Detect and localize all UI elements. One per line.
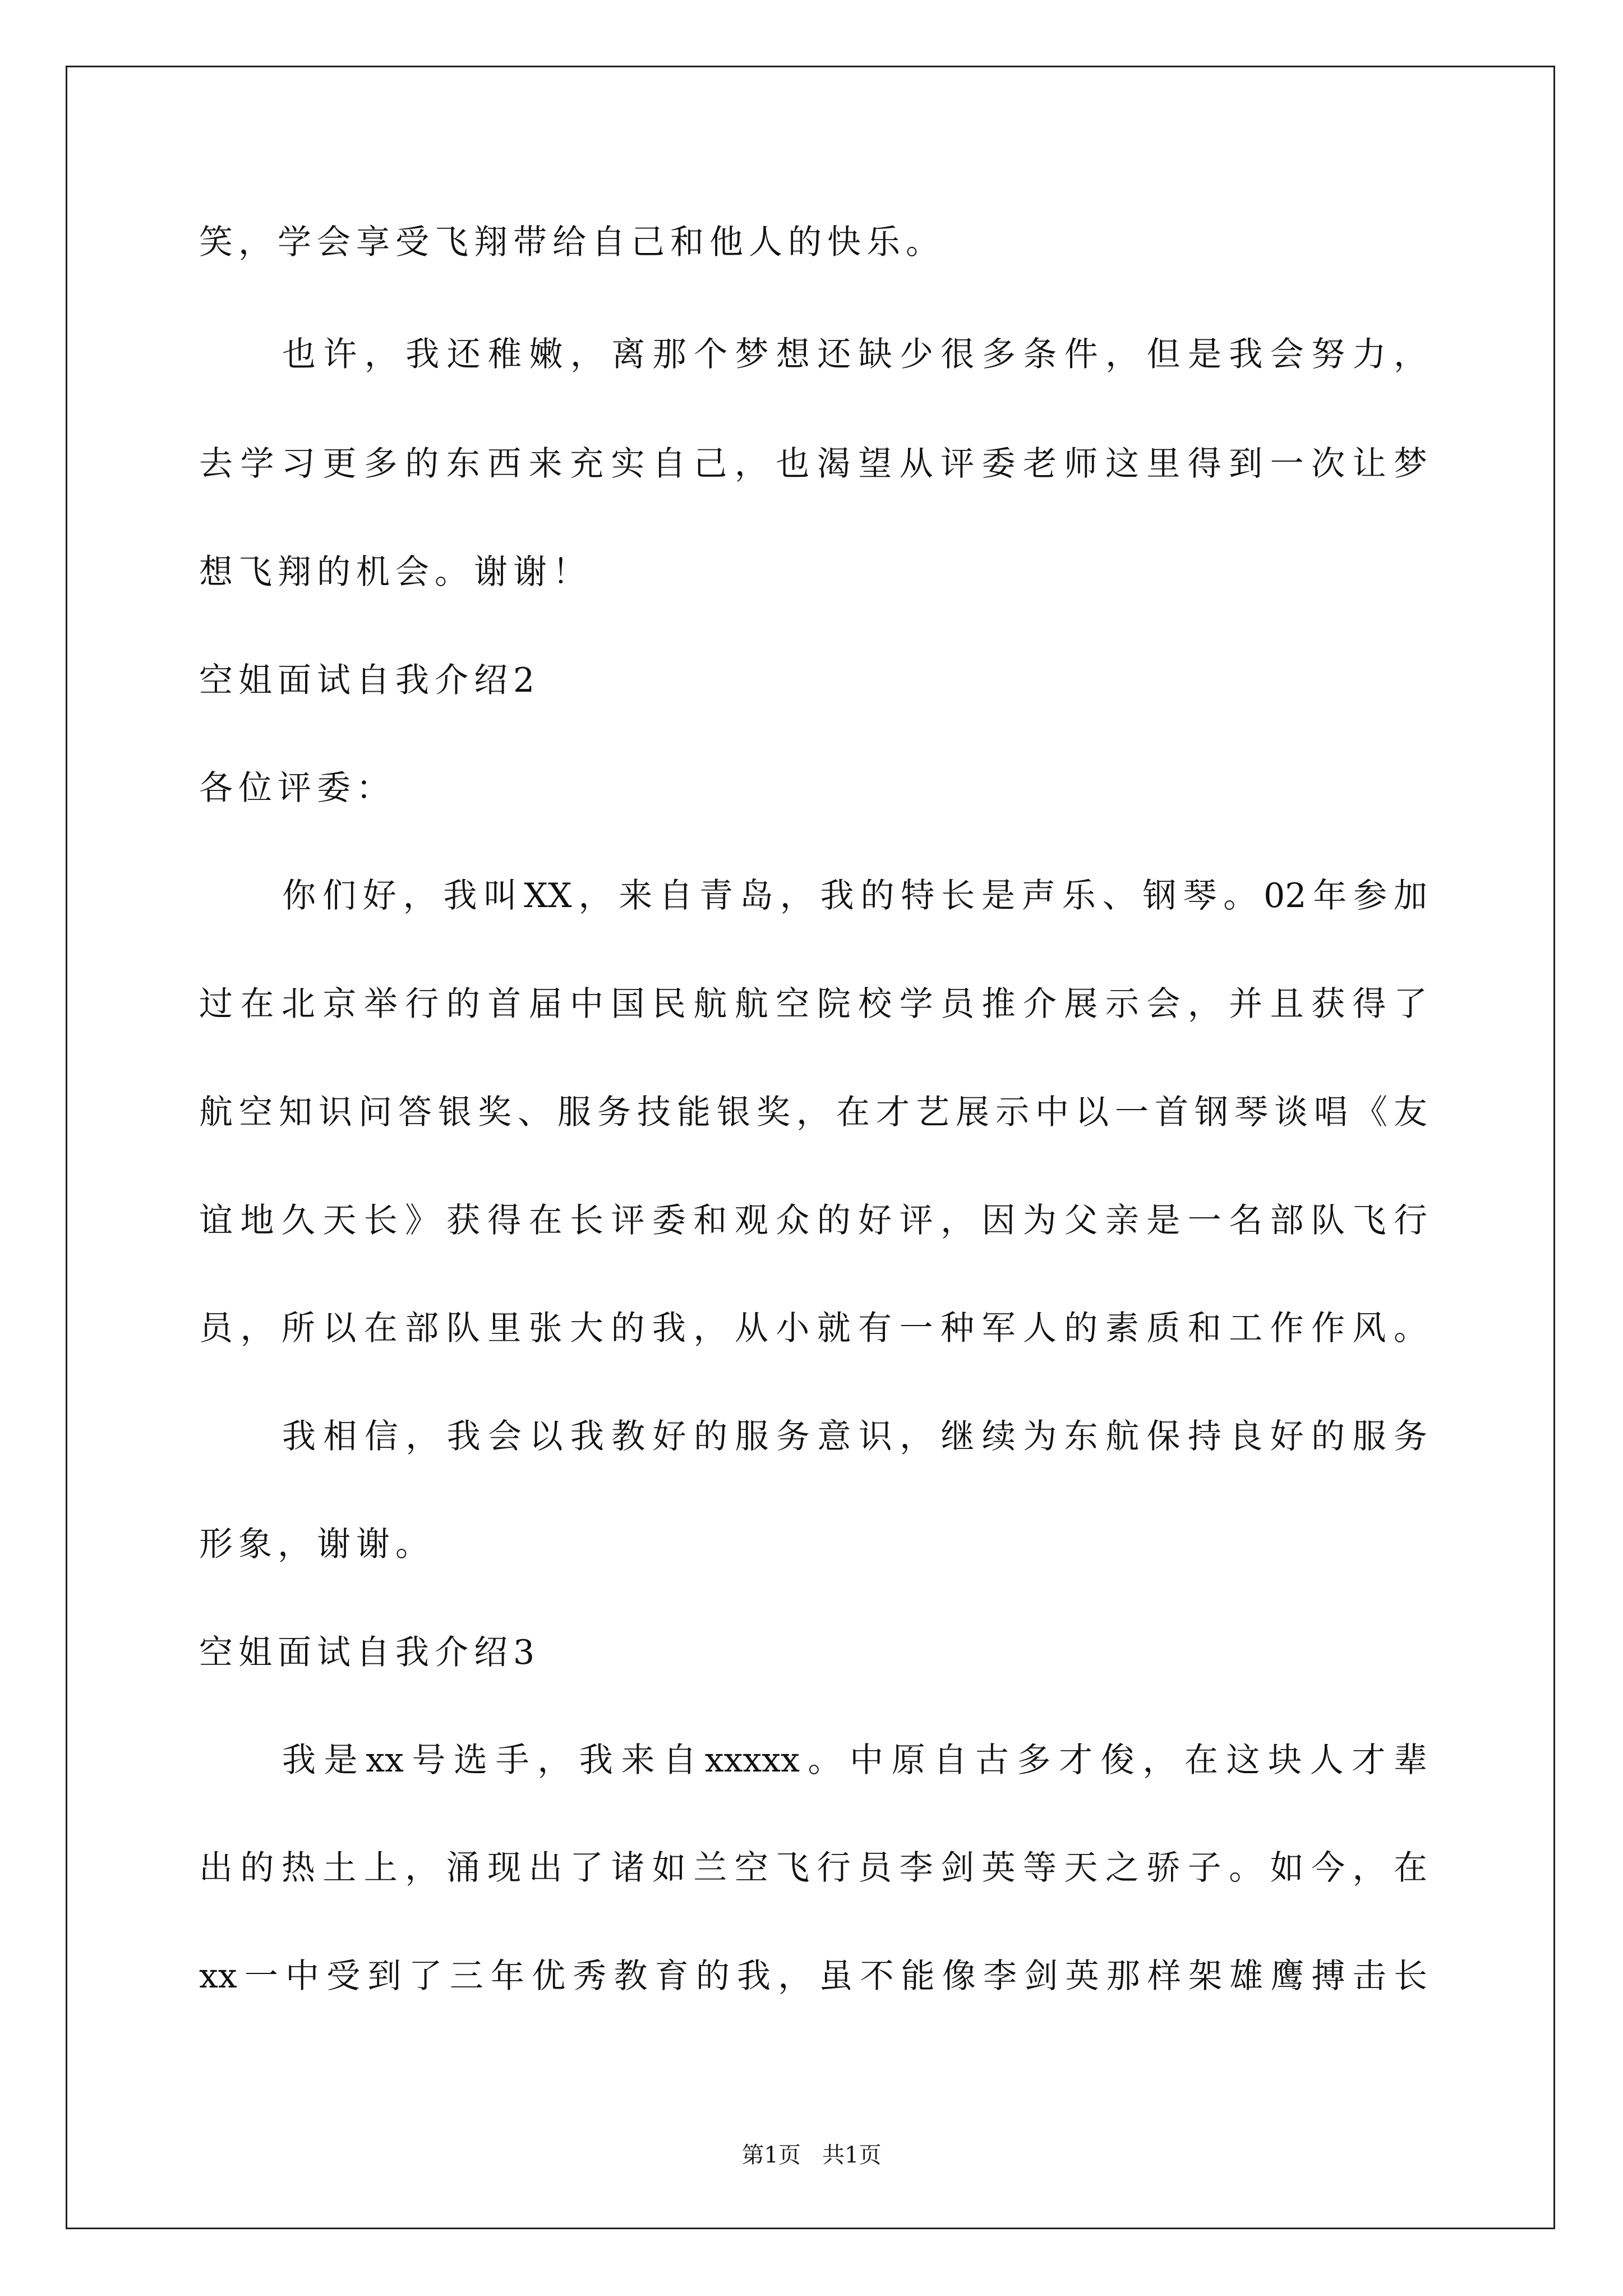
page-number-footer: 第1页 共1页 (741, 2142, 882, 2168)
page-border (66, 66, 1555, 2229)
paragraph-line: 航空知识问答银奖、服务技能银奖，在才艺展示中以一首钢琴谈唱《友 (199, 1093, 1427, 1132)
paragraph-line: 过在北京举行的首届中国民航航空院校学员推介展示会，并且获得了 (199, 984, 1427, 1024)
paragraph-line: 笑，学会享受飞翔带给自己和他人的快乐。 (199, 223, 945, 262)
salutation: 各位评委： (199, 769, 395, 808)
paragraph-line: 形象，谢谢。 (199, 1525, 435, 1564)
paragraph-line: 谊地久天长》获得在长评委和观众的好评，因为父亲是一名部队飞行 (199, 1201, 1427, 1240)
paragraph-line: xx一中受到了三年优秀教育的我，虽不能像李剑英那样架雄鹰搏击长 (199, 1957, 1427, 1996)
paragraph-line: 出的热土上，涌现出了诸如兰空飞行员李剑英等天之骄子。如今，在 (199, 1848, 1427, 1888)
paragraph-line: 去学习更多的东西来充实自己，也渴望从评委老师这里得到一次让梦 (199, 444, 1427, 484)
section-heading: 空姐面试自我介绍2 (199, 661, 541, 700)
paragraph-line: 员，所以在部队里张大的我，从小就有一种军人的素质和工作作风。 (199, 1309, 1427, 1348)
paragraph-line: 我相信，我会以我教好的服务意识，继续为东航保持良好的服务 (282, 1417, 1427, 1456)
paragraph-line: 我是xx号选手，我来自xxxxx。中原自古多才俊，在这块人才辈 (282, 1741, 1427, 1780)
section-heading: 空姐面试自我介绍3 (199, 1633, 541, 1672)
paragraph-line: 也许，我还稚嫩，离那个梦想还缺少很多条件，但是我会努力， (282, 335, 1427, 374)
paragraph-line: 想飞翔的机会。谢谢！ (199, 553, 592, 592)
paragraph-line: 你们好，我叫XX，来自青岛，我的特长是声乐、钢琴。02年参加 (282, 876, 1427, 915)
